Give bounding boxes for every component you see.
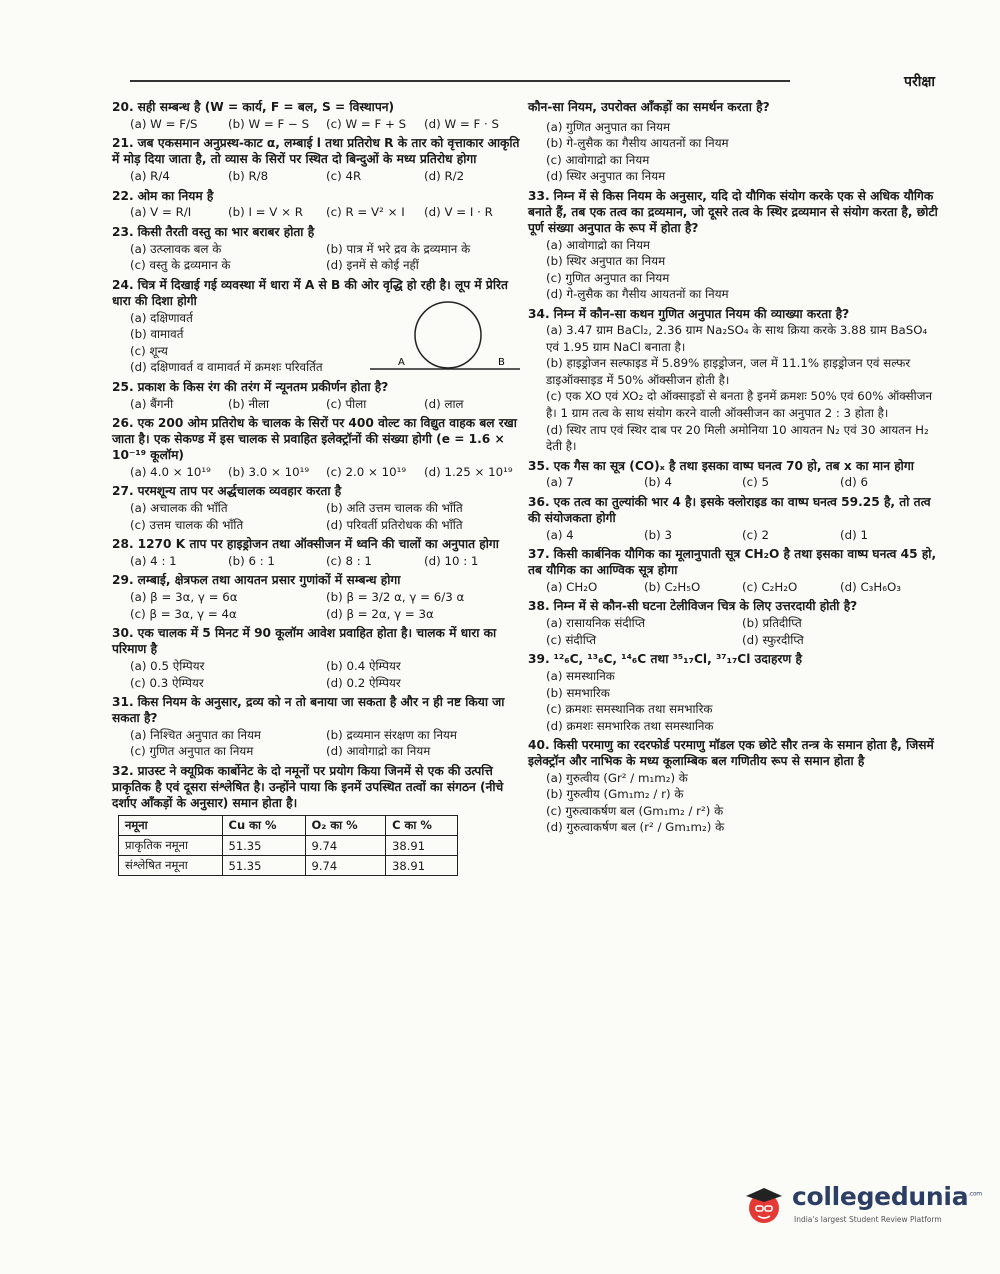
question-stem: प्राउस्ट ने क्यूप्रिक कार्बोनेट के दो नमूनों पर प्रयोग किया जिनमें से एक की उत्पत्ति प्राकृतिक है एवं दूसरा संश्लेषित है। उन्होंने पाया कि इनमें उपस्थित तत्वों का संगठन (नीचे दर्शाए आँकड़ों के अनुसार) समान होता है। (112, 763, 504, 810)
question-25 (112, 380, 522, 412)
header-tab: परीक्षा (904, 74, 935, 90)
label-a: A (398, 356, 405, 368)
options-list (112, 658, 522, 691)
question-number: 26. (112, 416, 134, 431)
table-cell: 38.91 (386, 856, 458, 876)
option-a[interactable]: (a) β = 3α, γ = 6α (130, 590, 238, 605)
options-list (528, 474, 938, 491)
option-c[interactable]: (c) C₂H₂O (742, 579, 798, 594)
option-d[interactable]: (d) इनमें से कोई नहीं (326, 258, 419, 273)
option-c[interactable]: (c) गुरुत्वाकर्षण बल (Gm₁m₂ / r²) के (546, 803, 724, 818)
question-stem: जब एकसमान अनुप्रस्थ-काट α, लम्बाई l तथा प्रतिरोध R के तार को वृत्ताकार आकृति में मोड़ दिया जाता है, तो व्यास के सिरों पर स्थित दो बिन्दुओं के मध्य प्रतिरोध होगा (112, 136, 520, 167)
options-list (528, 615, 938, 648)
options-list (528, 237, 938, 303)
option-b[interactable]: (b) 0.4 ऐम्पियर (326, 659, 401, 673)
logo-tagline: India's largest Student Review Platform (794, 1215, 942, 1224)
table-header-cell: नमूना (119, 816, 223, 836)
option-c[interactable]: (c) W = F + S (326, 116, 407, 131)
question-stem: सही सम्बन्ध है (W = कार्य, F = बल, S = विस्थापन) (137, 100, 395, 114)
option-a[interactable]: (a) दक्षिणावर्त (130, 310, 193, 325)
option-c[interactable]: (c) एक XO एवं XO₂ दो ऑक्साइडों से बनता है इनमें क्रमशः 50% एवं 60% ऑक्सीजन है। 1 ग्राम तत्व के साथ संयोग करने वाली ऑक्सीजन का अनुपात 2 : 3 होता है। (546, 389, 932, 420)
question-number: 35. (528, 458, 550, 473)
option-a[interactable]: (a) 0.5 ऐम्पियर (130, 659, 205, 673)
option-d[interactable]: (d) दक्षिणावर्त व वामावर्त में क्रमशः परिवर्तित (130, 360, 323, 375)
option-c[interactable]: (c) उत्तम चालक की भाँति (130, 517, 244, 532)
option-b[interactable]: (b) अति उत्तम चालक की भाँति (326, 500, 463, 515)
composition-table (118, 815, 458, 876)
question-stem: निम्न में से किस नियम के अनुसार, यदि दो यौगिक संयोग करके एक से अधिक यौगिक बनाते हैं, तब एक तत्व का द्रव्यमान, जो दूसरे तत्व के स्थिर द्रव्यमान से संयोग करता है, छोटी पूर्ण संख्या अनुपात के रूप में होता है? (528, 188, 938, 235)
question-number: 36. (528, 494, 550, 509)
option-b[interactable]: (b) R/8 (228, 169, 269, 184)
question-number: 37. (528, 547, 550, 562)
option-d[interactable]: (d) स्फुरदीप्ति (742, 632, 804, 647)
options-list (112, 396, 522, 413)
question-number: 23. (112, 224, 134, 239)
table-row (119, 836, 458, 856)
question-number: 34. (528, 306, 550, 321)
options-list (112, 500, 522, 533)
options-list (112, 589, 522, 622)
options-list (528, 527, 938, 544)
option-c[interactable]: (c) आवोगाद्रो का नियम (546, 152, 650, 167)
option-a[interactable]: (a) 4 : 1 (130, 553, 177, 568)
question-20 (112, 100, 522, 132)
option-c[interactable]: (c) 8 : 1 (326, 553, 372, 568)
option-b[interactable]: (b) W = F − S (228, 116, 310, 131)
right-column (528, 100, 938, 840)
question-26 (112, 416, 522, 480)
option-b[interactable]: (b) हाइड्रोजन सल्फाइड में 5.89% हाइड्रोजन, जल में 11.1% हाइड्रोजन एवं सल्फर डाइऑक्साइड में 50% ऑक्सीजन होती है। (546, 356, 911, 387)
option-b[interactable]: (b) 3 (644, 527, 672, 542)
question-text (112, 189, 522, 205)
option-d[interactable]: (d) गे-लुसैक का गैसीय आयतनों का नियम (546, 287, 729, 302)
question-stem: ओम का नियम है (137, 188, 214, 203)
conducting-loop (415, 302, 481, 368)
option-d[interactable]: (d) गुरुत्वाकर्षण बल (r² / Gm₁m₂) के (546, 820, 725, 835)
question-21 (112, 136, 522, 184)
option-a[interactable]: (a) बैंगनी (130, 396, 174, 411)
option-c[interactable]: (c) R = V² × I (326, 205, 405, 220)
option-a[interactable]: (a) CH₂O (546, 579, 598, 594)
question-28 (112, 537, 522, 569)
question-34 (528, 307, 938, 455)
question-27 (112, 484, 522, 533)
question-29 (112, 573, 522, 622)
option-d[interactable]: (d) स्थिर अनुपात का नियम (546, 169, 666, 184)
question-text (112, 764, 522, 812)
question-text (112, 484, 522, 500)
question-32-continuation (528, 100, 938, 185)
question-number: 24. (112, 277, 134, 292)
option-b[interactable]: (b) द्रव्यमान संरक्षण का नियम (326, 727, 457, 742)
option-b[interactable]: (b) 3.0 × 10¹⁹ (228, 464, 310, 479)
question-number: 32. (112, 763, 134, 778)
question-stem: एक 200 ओम प्रतिरोध के चालक के सिरों पर 400 वोल्ट का विद्युत वाहक बल रखा जाता है। एक सेकण्ड में इस चालक से प्रवाहित इलेक्ट्रॉनों की संख्या होगी (e = 1.6 × 10⁻¹⁹ कूलॉम) (112, 416, 517, 462)
options-list (112, 464, 522, 481)
student-mascot-icon (742, 1182, 786, 1226)
options-list (528, 119, 938, 185)
option-b[interactable]: (b) पात्र में भरे द्रव के द्रव्यमान के (326, 241, 471, 256)
options-list (112, 116, 522, 133)
question-stem: किसी तैरती वस्तु का भार बराबर होता है (137, 224, 315, 239)
options-list (528, 322, 938, 454)
question-31 (112, 695, 522, 760)
option-d[interactable]: (d) लाल (424, 396, 464, 411)
option-d[interactable]: (d) C₃H₆O₃ (840, 579, 902, 594)
table-cell: 51.35 (222, 856, 305, 876)
question-text (112, 100, 522, 116)
question-text (528, 547, 938, 579)
question-text (112, 537, 522, 553)
question-number: 40. (528, 738, 550, 753)
question-text (528, 189, 938, 237)
option-a[interactable]: (a) W = F/S (130, 116, 198, 131)
options-list (112, 168, 522, 185)
question-stem: प्रकाश के किस रंग की तरंग में न्यूनतम प्रकीर्णन होता है? (137, 379, 389, 394)
option-b[interactable]: (b) नीला (228, 396, 270, 411)
option-d[interactable]: (d) R/2 (424, 169, 465, 184)
table-row (119, 856, 458, 876)
question-24 (112, 278, 522, 376)
table-cell: 9.74 (305, 836, 386, 856)
question-text (112, 380, 522, 396)
option-b[interactable]: (b) 4 (644, 475, 672, 490)
question-stem: चित्र में दिखाई गई व्यवस्था में धारा में A से B की ओर वृद्धि हो रही है। लूप में प्रेरित धारा की दिशा होगी (112, 277, 508, 308)
question-text (112, 136, 522, 168)
question-text (112, 416, 522, 464)
question-37 (528, 547, 938, 595)
question-stem: निम्न में कौन-सा कथन गुणित अनुपात नियम की व्याख्या करता है? (553, 306, 850, 321)
question-38 (528, 599, 938, 648)
option-d[interactable]: (d) 6 (840, 475, 868, 490)
option-a[interactable]: (a) 3.47 ग्राम BaCl₂, 2.36 ग्राम Na₂SO₄ के साथ क्रिया करके 3.88 ग्राम BaSO₄ एवं 1.95 ग्राम NaCl बनाता है। (546, 323, 928, 354)
left-column (112, 100, 522, 876)
option-c[interactable]: (c) 2.0 × 10¹⁹ (326, 464, 407, 479)
option-a[interactable]: (a) R/4 (130, 169, 170, 184)
question-text (112, 695, 522, 727)
option-b[interactable]: (b) प्रतिदीप्ति (742, 616, 802, 631)
table-header-cell: C का % (386, 816, 458, 836)
table-cell: 51.35 (222, 836, 305, 856)
question-text (112, 573, 522, 589)
question-number: 31. (112, 695, 134, 710)
option-a[interactable]: (a) निश्चित अनुपात का नियम (130, 727, 261, 742)
question-stem: किस नियम के अनुसार, द्रव्य को न तो बनाया जा सकता है और न ही नष्ट किया जा सकता है? (112, 695, 505, 725)
question-text (528, 652, 938, 668)
option-b[interactable]: (b) 6 : 1 (228, 553, 275, 568)
question-text (528, 307, 938, 323)
question-36 (528, 495, 938, 543)
option-a[interactable]: (a) 7 (546, 475, 574, 490)
option-a[interactable]: (a) अचालक की भाँति (130, 500, 228, 515)
option-d[interactable]: (d) परिवर्ती प्रतिरोधक की भाँति (326, 517, 463, 532)
question-text (528, 495, 938, 527)
option-c[interactable]: (c) β = 3α, γ = 4α (130, 606, 237, 621)
question-39 (528, 652, 938, 734)
table-cell: 9.74 (305, 856, 386, 876)
option-d[interactable]: (d) स्थिर ताप एवं स्थिर दाब पर 20 मिली अमोनिया 10 आयतन N₂ एवं 30 आयतन H₂ देती है। (546, 422, 929, 454)
question-number: 21. (112, 136, 134, 151)
option-d[interactable]: (d) 1.25 × 10¹⁹ (424, 464, 513, 479)
question-stem: लम्बाई, क्षेत्रफल तथा आयतन प्रसार गुणांकों में सम्बन्ध होगा (137, 573, 401, 588)
options-list (112, 310, 370, 376)
table-cell: 38.91 (386, 836, 458, 856)
option-c[interactable]: (c) पीला (326, 396, 367, 411)
option-c[interactable]: (c) 0.3 ऐम्पियर (130, 675, 204, 690)
options-list (112, 204, 522, 221)
question-35 (528, 459, 938, 491)
option-c[interactable]: (c) गुणित अनुपात का नियम (546, 270, 670, 285)
option-c[interactable]: (c) संदीप्ति (546, 632, 597, 647)
question-33 (528, 189, 938, 303)
question-number: 25. (112, 379, 134, 394)
question-stem: एक चालक में 5 मिनट में 90 कूलॉम आवेश प्रवाहित होता है। चालक में धारा का परिमाण है (112, 626, 497, 657)
question-22 (112, 189, 522, 221)
options-list (112, 241, 522, 274)
option-b[interactable]: (b) β = 3/2 α, γ = 6/3 α (326, 590, 465, 605)
option-b[interactable]: (b) स्थिर अनुपात का नियम (546, 254, 666, 269)
option-b[interactable]: (b) गे-लुसैक का गैसीय आयतनों का नियम (546, 136, 729, 151)
option-d[interactable]: (d) 1 (840, 527, 868, 542)
options-list (528, 770, 938, 836)
option-b[interactable]: (b) वामावर्त (130, 327, 184, 342)
question-number: 38. (528, 599, 550, 614)
option-a[interactable]: (a) गुरुत्वीय (Gr² / m₁m₂) के (546, 770, 688, 785)
question-number: 28. (112, 537, 134, 552)
question-stem: निम्न में से कौन-सी घटना टेलीविजन चित्र के लिए उत्तरदायी होती है? (553, 599, 858, 614)
table-header-cell: Cu का % (222, 816, 305, 836)
option-d[interactable]: (d) β = 2α, γ = 3α (326, 606, 434, 621)
options-list (528, 579, 938, 596)
option-c[interactable]: (c) शून्य (130, 343, 168, 358)
option-c[interactable]: (c) वस्तु के द्रव्यमान के (130, 258, 231, 273)
question-number: 30. (112, 626, 134, 641)
question-stem: एक तत्व का तुल्यांकी भार 4 है। इसके क्लोराइड का वाष्प घनत्व 59.25 है, तो तत्व की संयोजकता होगी (528, 494, 931, 525)
label-b: B (498, 356, 505, 368)
collegedunia-logo (742, 1180, 982, 1230)
table-cell: प्राकृतिक नमूना (119, 836, 223, 856)
option-c[interactable]: (c) 5 (742, 475, 769, 490)
question-stem: कौन-सा नियम, उपरोक्त आँकड़ों का समर्थन करता है? (528, 100, 770, 114)
question-text (112, 225, 522, 241)
question-number: 20. (112, 100, 134, 114)
question-stem: किसी कार्बनिक यौगिक का मूलानुपाती सूत्र CH₂O है तथा इसका वाष्प घनत्व 45 हो, तब यौगिक का आण्विक सूत्र होगा (528, 547, 937, 578)
option-d[interactable]: (d) 0.2 ऐम्पियर (326, 675, 401, 690)
option-a[interactable]: (a) गुणित अनुपात का नियम (546, 119, 671, 134)
question-number: 39. (528, 652, 550, 667)
option-a[interactable]: (a) 4 (546, 527, 574, 542)
question-stem: परमशून्य ताप पर अर्द्धचालक व्यवहार करता है (137, 484, 342, 499)
option-a[interactable]: (a) V = R/I (130, 205, 192, 220)
question-stem: एक गैस का सूत्र (CO)ₓ है तथा इसका वाष्प घनत्व 70 हो, तब x का मान होगा (553, 458, 914, 473)
question-number: 27. (112, 484, 134, 499)
question-stem: किसी परमाणु का रदरफोर्ड परमाणु मॉडल एक छोटे सौर तन्त्र के समान होता है, जिसमें इलेक्ट्रॉन और नाभिक के मध्य कूलाम्बिक बल गणितीय रूप से समान होता है (528, 738, 934, 769)
option-d[interactable]: (d) 10 : 1 (424, 553, 479, 568)
question-stem: 1270 K ताप पर हाइड्रोजन तथा ऑक्सीजन में ध्वनि की चालों का अनुपात होगा (137, 537, 499, 552)
option-a[interactable]: (a) समस्थानिक (546, 669, 615, 684)
option-d[interactable]: (d) W = F · S (424, 116, 500, 131)
question-number: 29. (112, 573, 134, 588)
question-30 (112, 626, 522, 691)
question-40 (528, 738, 938, 836)
option-d[interactable]: (d) क्रमशः समभारिक तथा समस्थानिक (546, 718, 714, 733)
option-c[interactable]: (c) 2 (742, 527, 769, 542)
table-header-cell: O₂ का % (305, 816, 386, 836)
question-32 (112, 764, 522, 812)
loop-wire-diagram (370, 300, 520, 375)
option-b[interactable]: (b) समभारिक (546, 685, 610, 700)
question-text (528, 738, 938, 770)
question-number: 33. (528, 188, 550, 203)
option-b[interactable]: (b) गुरुत्वीय (Gm₁m₂ / r) के (546, 787, 684, 802)
option-d[interactable]: (d) आवोगाद्रो का नियम (326, 744, 431, 759)
question-number: 22. (112, 188, 134, 203)
question-text (528, 459, 938, 475)
option-b[interactable]: (b) C₂H₅O (644, 579, 701, 594)
option-b[interactable]: (b) I = V × R (228, 205, 303, 220)
option-c[interactable]: (c) गुणित अनुपात का नियम (130, 744, 254, 759)
question-text (528, 599, 938, 615)
option-a[interactable]: (a) 4.0 × 10¹⁹ (130, 464, 211, 479)
header-rule (130, 80, 790, 82)
question-text (112, 626, 522, 658)
option-a[interactable]: (a) रासायनिक संदीप्ति (546, 616, 646, 631)
question-stem: ¹²₆C, ¹³₆C, ¹⁴₆C तथा ³⁵₁₇Cl, ³⁷₁₇Cl उदाहरण है (553, 652, 802, 667)
question-23 (112, 225, 522, 274)
options-list (112, 553, 522, 570)
table-header-row (119, 816, 458, 836)
option-a[interactable]: (a) उत्प्लावक बल के (130, 241, 222, 256)
options-list (112, 727, 522, 760)
table-cell: संश्लेषित नमूना (119, 856, 223, 876)
logo-wordmark: collegedunia$^{.com}$ (792, 1182, 982, 1211)
option-c[interactable]: (c) 4R (326, 169, 362, 184)
option-d[interactable]: (d) V = I · R (424, 205, 493, 220)
option-c[interactable]: (c) क्रमशः समस्थानिक तथा समभारिक (546, 702, 713, 717)
options-list (528, 668, 938, 734)
option-a[interactable]: (a) आवोगाद्रो का नियम (546, 237, 650, 252)
